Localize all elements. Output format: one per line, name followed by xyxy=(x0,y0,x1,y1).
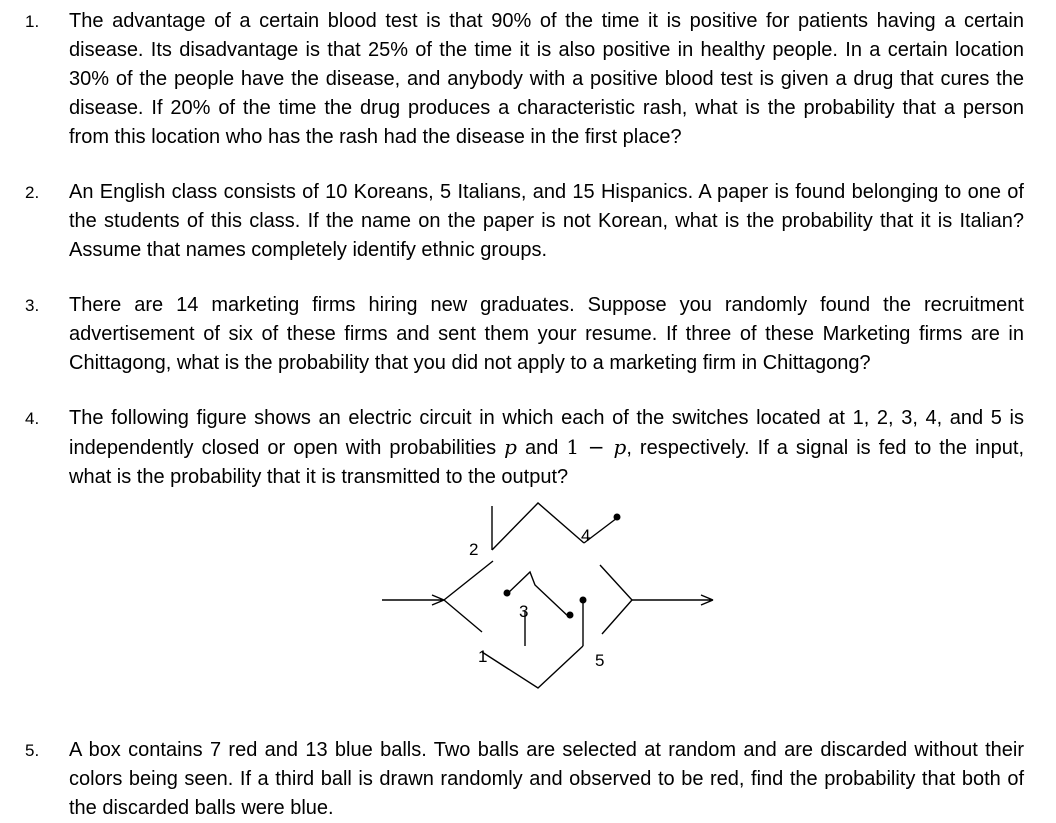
problem-number: 4. xyxy=(25,409,40,428)
math-p: p xyxy=(613,435,627,459)
input-wire xyxy=(382,595,444,605)
problem-text-and: and xyxy=(516,437,567,459)
math-p: p xyxy=(504,435,517,459)
problem-number: 3. xyxy=(25,296,40,315)
switch-label-1: 1 xyxy=(478,647,488,666)
circuit-diagram xyxy=(370,498,720,698)
problem-number: 1. xyxy=(25,12,40,31)
problem-text-part1: The following figure shows an electric circuit in which each of the switches located at 1, 2, 3, 4, and 5 is independently closed or open with probabilities xyxy=(69,407,1024,459)
top-junction xyxy=(492,503,584,550)
problem-text: There are 14 marketing firms hiring new graduates. Suppose you randomly found the recruitment advertisement of six of these firms and sent them your resume. If three of these Marketing firms are in Chittagong, what is the probability that you did not apply to a marketing firm in Chittagong? xyxy=(69,294,1024,374)
problem-text-part2: , respectively. If a signal is fed to the input, what is the probability that it is transmitted to the output? xyxy=(69,437,1024,488)
switch-4-contact-dot xyxy=(614,514,621,521)
switch-3-wire xyxy=(507,572,570,618)
switch-3b-contact-dot xyxy=(567,612,574,619)
problem-number: 5. xyxy=(25,741,40,760)
output-wire xyxy=(632,595,713,605)
problem-text: The advantage of a certain blood test is that 90% of the time it is positive for patients having a certain disease. Its disadvantage is that 25% of the time it is also positive in healthy people. In a certain location 30% of the people have the disease, and anybody with a positive blood test is given a drug that cures the disease. If 20% of the time the drug produces a characteristic rash, what is the probability that a person from this location who has the rash had the disease in the first place? xyxy=(69,10,1024,148)
switch-3-contact-dot xyxy=(504,590,511,597)
switch-label-5: 5 xyxy=(595,651,605,670)
right-junction xyxy=(600,565,632,634)
problem-text: An English class consists of 10 Koreans, 5 Italians, and 15 Hispanics. A paper is found belonging to one of the students of this class. If the name on the paper is not Korean, what is the probability that it is Italian? Assume that names completely identify ethnic groups. xyxy=(69,181,1024,261)
math-one-minus: 1 − xyxy=(566,435,614,459)
switch-label-4: 4 xyxy=(581,526,591,545)
problem-number: 2. xyxy=(25,183,40,202)
problem-text xyxy=(69,404,1024,492)
switch-2-wire xyxy=(444,561,493,600)
switch-label-2: 2 xyxy=(469,540,479,559)
switch-label-3: 3 xyxy=(519,602,529,621)
bottom-junction xyxy=(482,646,583,688)
switch-5-contact-dot xyxy=(580,597,587,604)
problem-text: A box contains 7 red and 13 blue balls. Two balls are selected at random and are discarded without their colors being seen. If a third ball is drawn randomly and observed to be red, find the probability that both of the discarded balls were blue. xyxy=(69,739,1024,819)
switch-1-wire xyxy=(444,600,482,632)
